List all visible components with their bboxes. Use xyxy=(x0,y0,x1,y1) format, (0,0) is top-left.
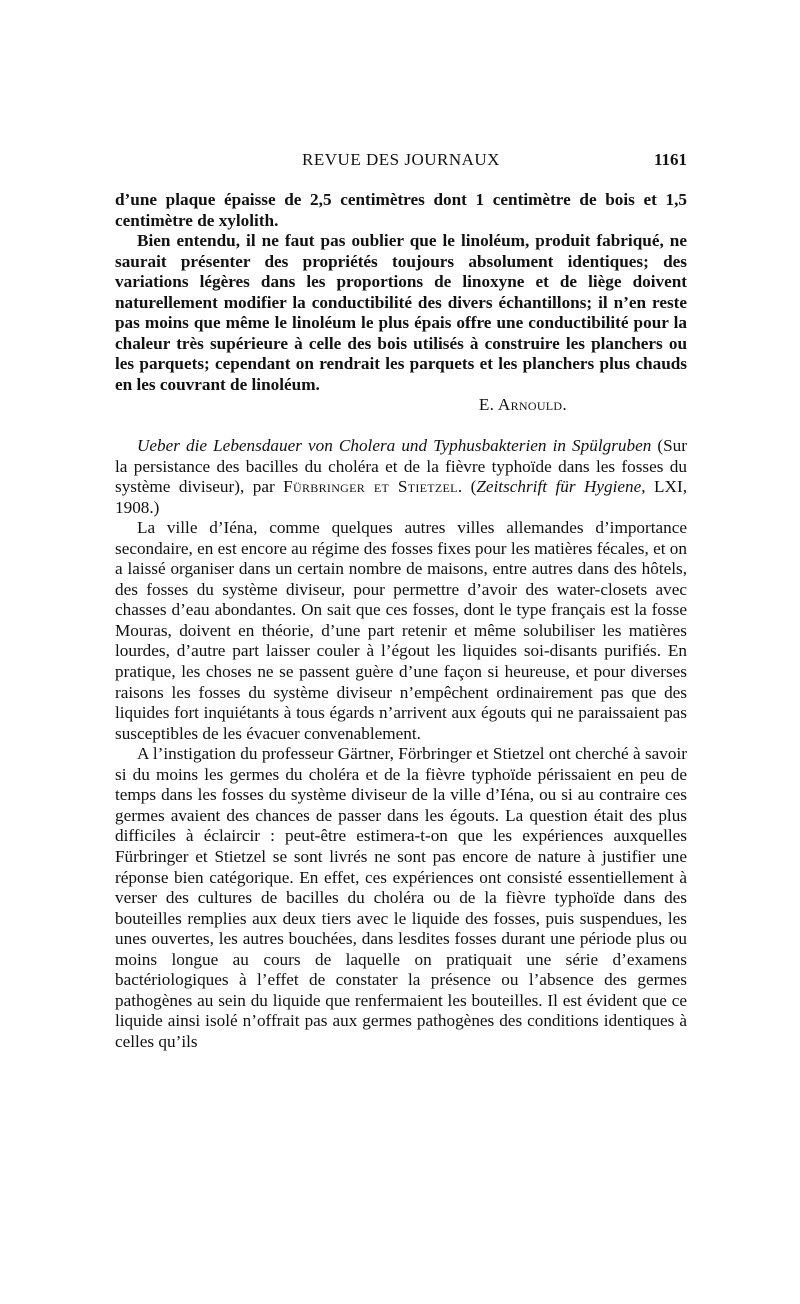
paragraph-linoleum: Bien entendu, il ne faut pas oublier que le linoléum, produit fabriqué, ne saurait présenter des propriétés toujours absolument identiques; des variations légères dans les proportions de linoxyne et de liège doivent naturellement modifier la conductibilité des divers échantillons; il n’en reste pas moins que même le linoléum le plus épais offre une conductibilité pour la chaleur très supérieure à celle des bois utilisés à construire les planchers ou les parquets; cependant on rendrait les parquets et les planchers plus chauds en les couvrant de linoléum. xyxy=(115,231,687,394)
article-authors: Fürbringer et Stietzel xyxy=(283,477,458,497)
article-source-journal: Zeitschrift für Hygiene xyxy=(476,477,642,497)
article-source-close: , LXI, 1908.) xyxy=(115,477,687,517)
article-title-translation: (Sur la persistance des bacilles du choléra et de la fièvre typhoïde dans les fosses du système diviseur), par xyxy=(115,436,687,497)
paragraph-experiments: A l’instigation du professeur Gärtner, Förbringer et Stietzel ont cherché à savoir si du moins les germes du choléra et de la fièvre typhoïde périssaient en peu de temps dans les fosses du système diviseur de la ville d’Iéna, ou si au contraire ces germes avaient des chances de passer dans les égouts. La question était des plus difficiles à éclaircir : peut-être estimera-t-on que les expériences auxquelles Fürbringer et Stietzel se sont livrés ne sont pas encore de nature à justifier une réponse bien catégorique. En effet, ces expériences ont consisté essentiellement à verser des cultures de bacilles du choléra ou de la fièvre typhoïde dans des bouteilles remplies aux deux tiers avec le liquide des fosses, puis suspendues, les unes ouvertes, les autres bouchées, dans lesdites fosses durant une période plus ou moins longue au cours de laquelle on pratiquait une série d’examens bactériologiques à l’effet de constater la présence ou l’absence des germes pathogènes au sein du liquide que renfermaient les bouteilles. Il est évident que ce liquide ainsi isolé n’offrait pas aux germes pathogènes des conditions identiques à celles qu’ils xyxy=(115,744,687,1051)
page-header xyxy=(115,150,687,176)
article-source-open: . ( xyxy=(457,477,477,497)
section-gap xyxy=(115,416,687,436)
author-signature: E. Arnould. xyxy=(478,395,567,415)
article-title-german: Ueber die Lebensdauer von Cholera und Typhusbakterien in Spülgruben xyxy=(137,436,652,456)
page-number: 1161 xyxy=(653,150,687,169)
article-body xyxy=(115,190,687,1052)
running-head: REVUE DES JOURNAUX xyxy=(302,150,500,169)
article-heading xyxy=(115,436,687,518)
paragraph-iena: La ville d’Iéna, comme quelques autres villes allemandes d’importance secondaire, en est encore au régime des fosses fixes pour les matières fécales, et on a laissé organiser dans un certain nombre de maisons, entre autres dans des hôtels, des fosses du système diviseur, pour permettre d’avoir des water-closets avec chasses d’eau abondantes. On sait que ces fosses, dont le type français est la fosse Mouras, doivent en théorie, d’une part retenir et même solubiliser les matières lourdes, d’autre part laisser couler à l’égout les liquides soi-disants purifiés. En pratique, les choses ne se passent guère d’une façon si heureuse, et pour diverses raisons les fosses du système diviseur n’empêchent ordinairement pas que des liquides fort inquiétants à tous égards n’arrivent aux égouts qui ne paraissaient pas susceptibles de les évacuer convenablement. xyxy=(115,518,687,743)
document-page xyxy=(115,150,687,1052)
paragraph-continued: d’une plaque épaisse de 2,5 centimètres dont 1 centimètre de bois et 1,5 centimètre de xylolith. xyxy=(115,190,687,230)
